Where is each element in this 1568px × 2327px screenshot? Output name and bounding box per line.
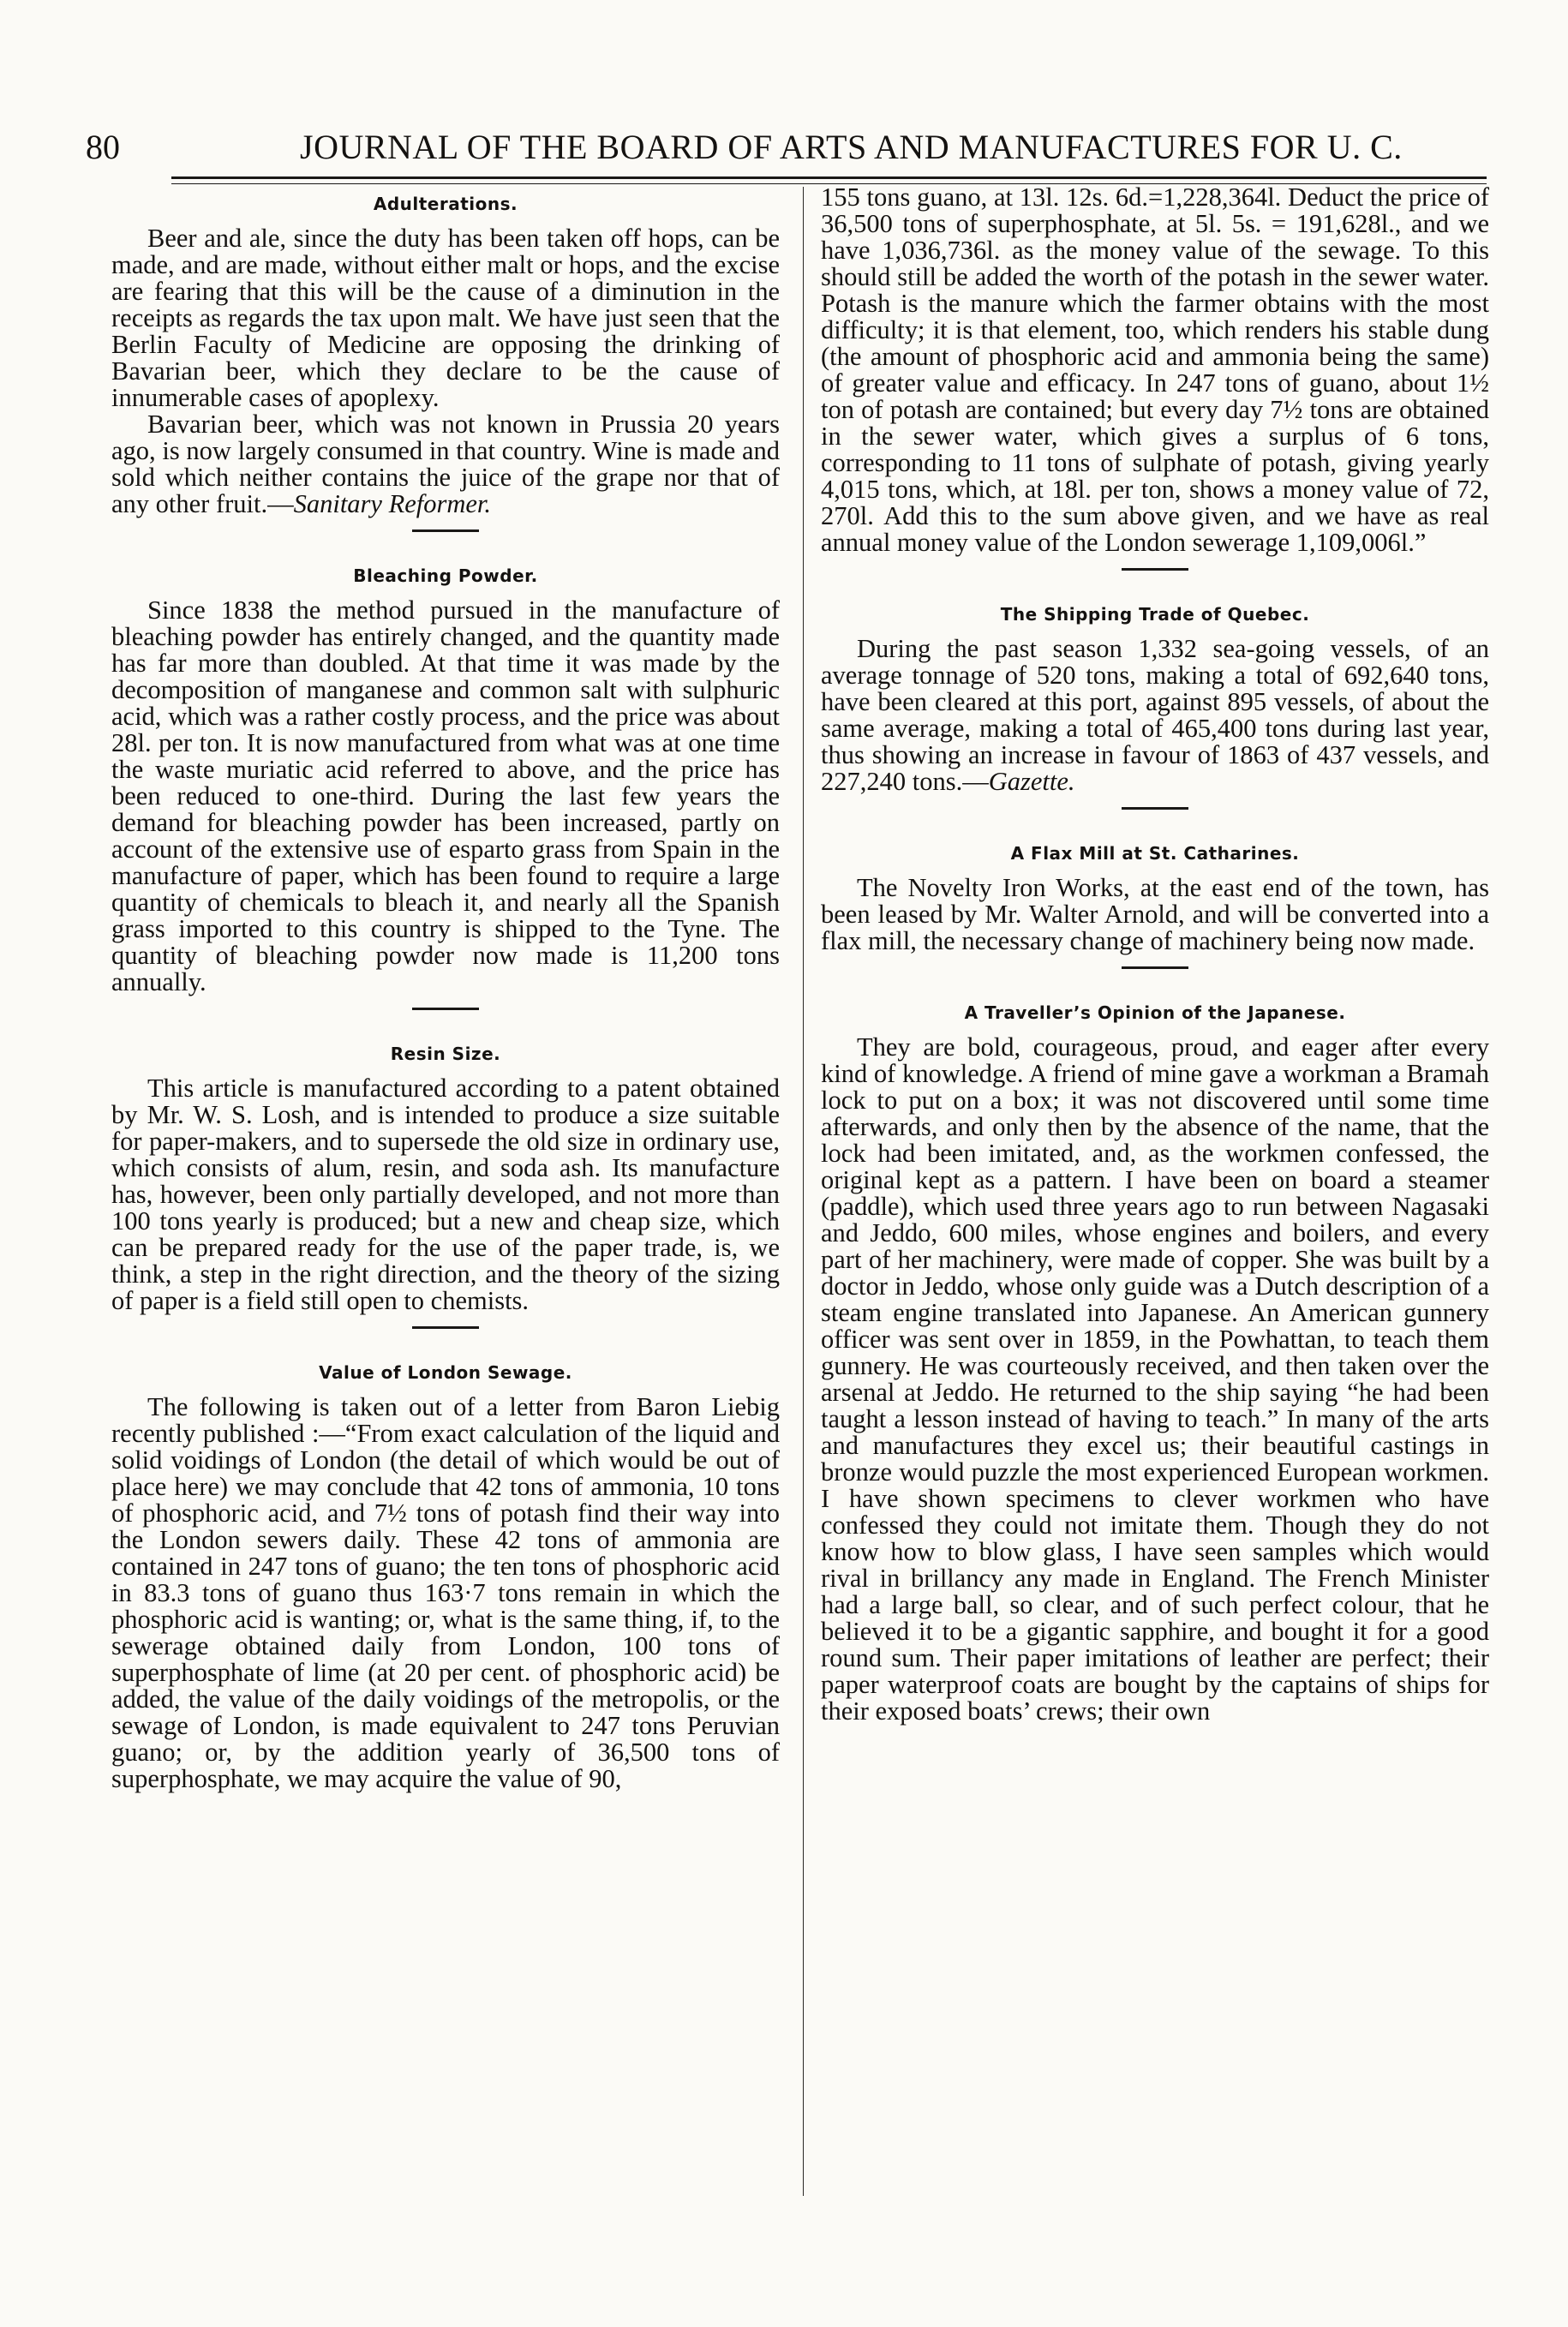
article-paragraph: This article is manufactured according to a patent obtained by Mr. W. S. Losh, and is intended to produce a size suitable for paper-makers, and to supersede the old size in ordinary use, which consists of alum, resin, and soda ash. Its manufacture has, however, been only partially developed, and not more than 100 tons yearly is produced; but a new and cheap size, which can be prepared ready for the use of the paper trade, is, we think, a step in the right direction, and the theory of the sizing of paper is a field still open to chemists. xyxy=(111,1074,780,1315)
article-paragraph: The following is taken out of a letter from Baron Liebig recently published :—“From exact calculation of the liquid and solid voidings of London (the detail of which would be out of place here) we may conclude that 42 tons of ammonia, 10 tons of phosphoric acid, and 7½ tons of potash find their way into the London sewers daily. These 42 tons of ammonia are contained in 247 tons of guano; the ten tons of phosphoric acid in 83.3 tons of guano thus 163·7 tons remain in which the phosphoric acid is wanting; or, what is the same thing, if, to the sewerage obtained daily from London, 100 tons of superphosphate of lime (at 20 per cent. of phosphoric acid) be added, the value of the daily voidings of the metropolis, or the sewage of London, is made equivalent to 247 tons Peruvian guano; or, by the addition yearly of 36,500 tons of superphosphate, we may acquire the value of 90, xyxy=(111,1392,780,1793)
article-paragraph xyxy=(821,636,1489,795)
paragraph-text: Bavarian beer, which was not known in Prussia 20 years ago, is now largely consumed in that country. Wine is made and sold which neither contains the juice of the grape nor that of any other fruit.— xyxy=(111,410,780,518)
article-paragraph xyxy=(111,411,780,517)
source-citation: Gazette. xyxy=(988,767,1075,796)
article-title-japanese: A Traveller’s Opinion of the Japanese. xyxy=(964,1002,1346,1023)
left-column xyxy=(111,184,780,1792)
article-title-adulterations: Adulterations. xyxy=(373,194,518,214)
article-paragraph-continued: 155 tons guano, at 13l. 12s. 6d.=1,228,364l. Deduct the price of 36,500 tons of superphosphate, at 5l. 5s. = 191,628l., and we have 1,036,736l. as the money value of the sewage. To this should still be added the worth of the potash in the sewer water. Potash is the manure which the farmer obtains with the most difficulty; it is that element, too, which renders his stable dung (the amount of phosphoric acid and ammonia being the same) of greater value and efficacy. In 247 tons of guano, about 1½ ton of potash are contained; but every day 7½ tons are obtained in the sewer water, which gives a surplus of 6 tons, corresponding to 11 tons of sulphate of potash, giving yearly 4,015 tons, which, at 18l. per ton, shows a money value of 72, 270l. Add this to the sum above given, and we have as real annual money value of the London sewerage 1,109,006l.” xyxy=(821,182,1489,557)
right-column xyxy=(821,184,1489,1725)
source-citation: Sanitary Reformer. xyxy=(293,489,492,518)
paragraph-text: During the past season 1,332 sea-going vessels, of an average tonnage of 520 tons, making a total of 692,640 tons, have been cleared at this port, against 895 vessels, of about the same average, making a total of 465,400 tons during last year, thus showing an increase in favour of 1863 of 437 vessels, and 227,240 tons.— xyxy=(821,634,1489,796)
page-number: 80 xyxy=(86,128,120,166)
header-rule-thick xyxy=(171,176,1487,179)
running-head xyxy=(86,127,1457,170)
article-title-flax-mill: A Flax Mill at St. Catharines. xyxy=(1010,843,1300,864)
column-divider xyxy=(803,187,804,2196)
article-title-quebec: The Shipping Trade of Quebec. xyxy=(1000,604,1310,625)
article-paragraph: The Novelty Iron Works, at the east end of the town, has been leased by Mr. Walter Arnold, and will be converted into a flax mill, the necessary change of machinery being now made. xyxy=(821,873,1489,955)
article-title-london-sewage: Value of London Sewage. xyxy=(319,1362,572,1383)
article-paragraph: Beer and ale, since the duty has been taken off hops, can be made, and are made, without either malt or hops, and the excise are fearing that this will be the cause of a diminution in the receipts as regards the tax upon malt. We have just seen that the Berlin Faculty of Medicine are opposing the drinking of Bavarian beer, which they declare to be the cause of innumerable cases of apoplexy. xyxy=(111,224,780,412)
journal-title: JOURNAL OF THE BOARD OF ARTS AND MANUFACTURES FOR U. C. xyxy=(300,128,1403,166)
article-paragraph: They are bold, courageous, proud, and eager after every kind of knowledge. A friend of mine gave a workman a Bramah lock to put on a box; it was not discovered until some time afterwards, and only then by the absence of the name, that the lock had been imitated, and, as the workmen confessed, the original kept as a pattern. I have been on board a steamer (paddle), which used three years ago to run between Nagasaki and Jeddo, 600 miles, whose engines and boilers, and every part of her machinery, were made of copper. She was built by a doctor in Jeddo, whose only guide was a Dutch description of a steam engine translated into Japanese. An American gunnery officer was sent over in 1859, in the Powhattan, to teach them gunnery. He was courteously received, and then taken over the arsenal at Jeddo. He returned to the ship saying “he had been taught a lesson instead of having to teach.” In many of the arts and manufactures they excel us; their beautiful castings in bronze would puzzle the most experienced European workmen. I have shown specimens to clever workmen who have confessed they could not imitate them. Though they do not know how to blow glass, I have seen samples which would rival in brillancy any made in England. The French Minister had a large ball, so clear, and of such perfect colour, that he believed it to be a gigantic sapphire, and bought it for a good round sum. Their paper imitations of leather are perfect; their paper waterproof coats are bought by the captains of ships for their exposed boats’ crews; their own xyxy=(821,1032,1489,1726)
article-title-resin-size: Resin Size. xyxy=(390,1044,501,1064)
article-title-bleaching: Bleaching Powder. xyxy=(353,565,538,586)
article-paragraph: Since 1838 the method pursued in the manufacture of bleaching powder has entirely changed, and the quantity made has far more than doubled. At that time it was made by the decomposition of manganese and common salt with sulphuric acid, which was a rather costly process, and the price was about 28l. per ton. It is now manufactured from what was at one time the waste muriatic acid referred to above, and the price has been reduced to one-third. During the last few years the demand for bleaching powder has been increased, partly on account of the extensive use of esparto grass from Spain in the manufacture of paper, which has been found to require a large quantity of chemicals to bleach it, and nearly all the Spanish grass imported to this country is shipped to the Tyne. The quantity of bleaching powder now made is 11,200 tons annually. xyxy=(111,595,780,996)
